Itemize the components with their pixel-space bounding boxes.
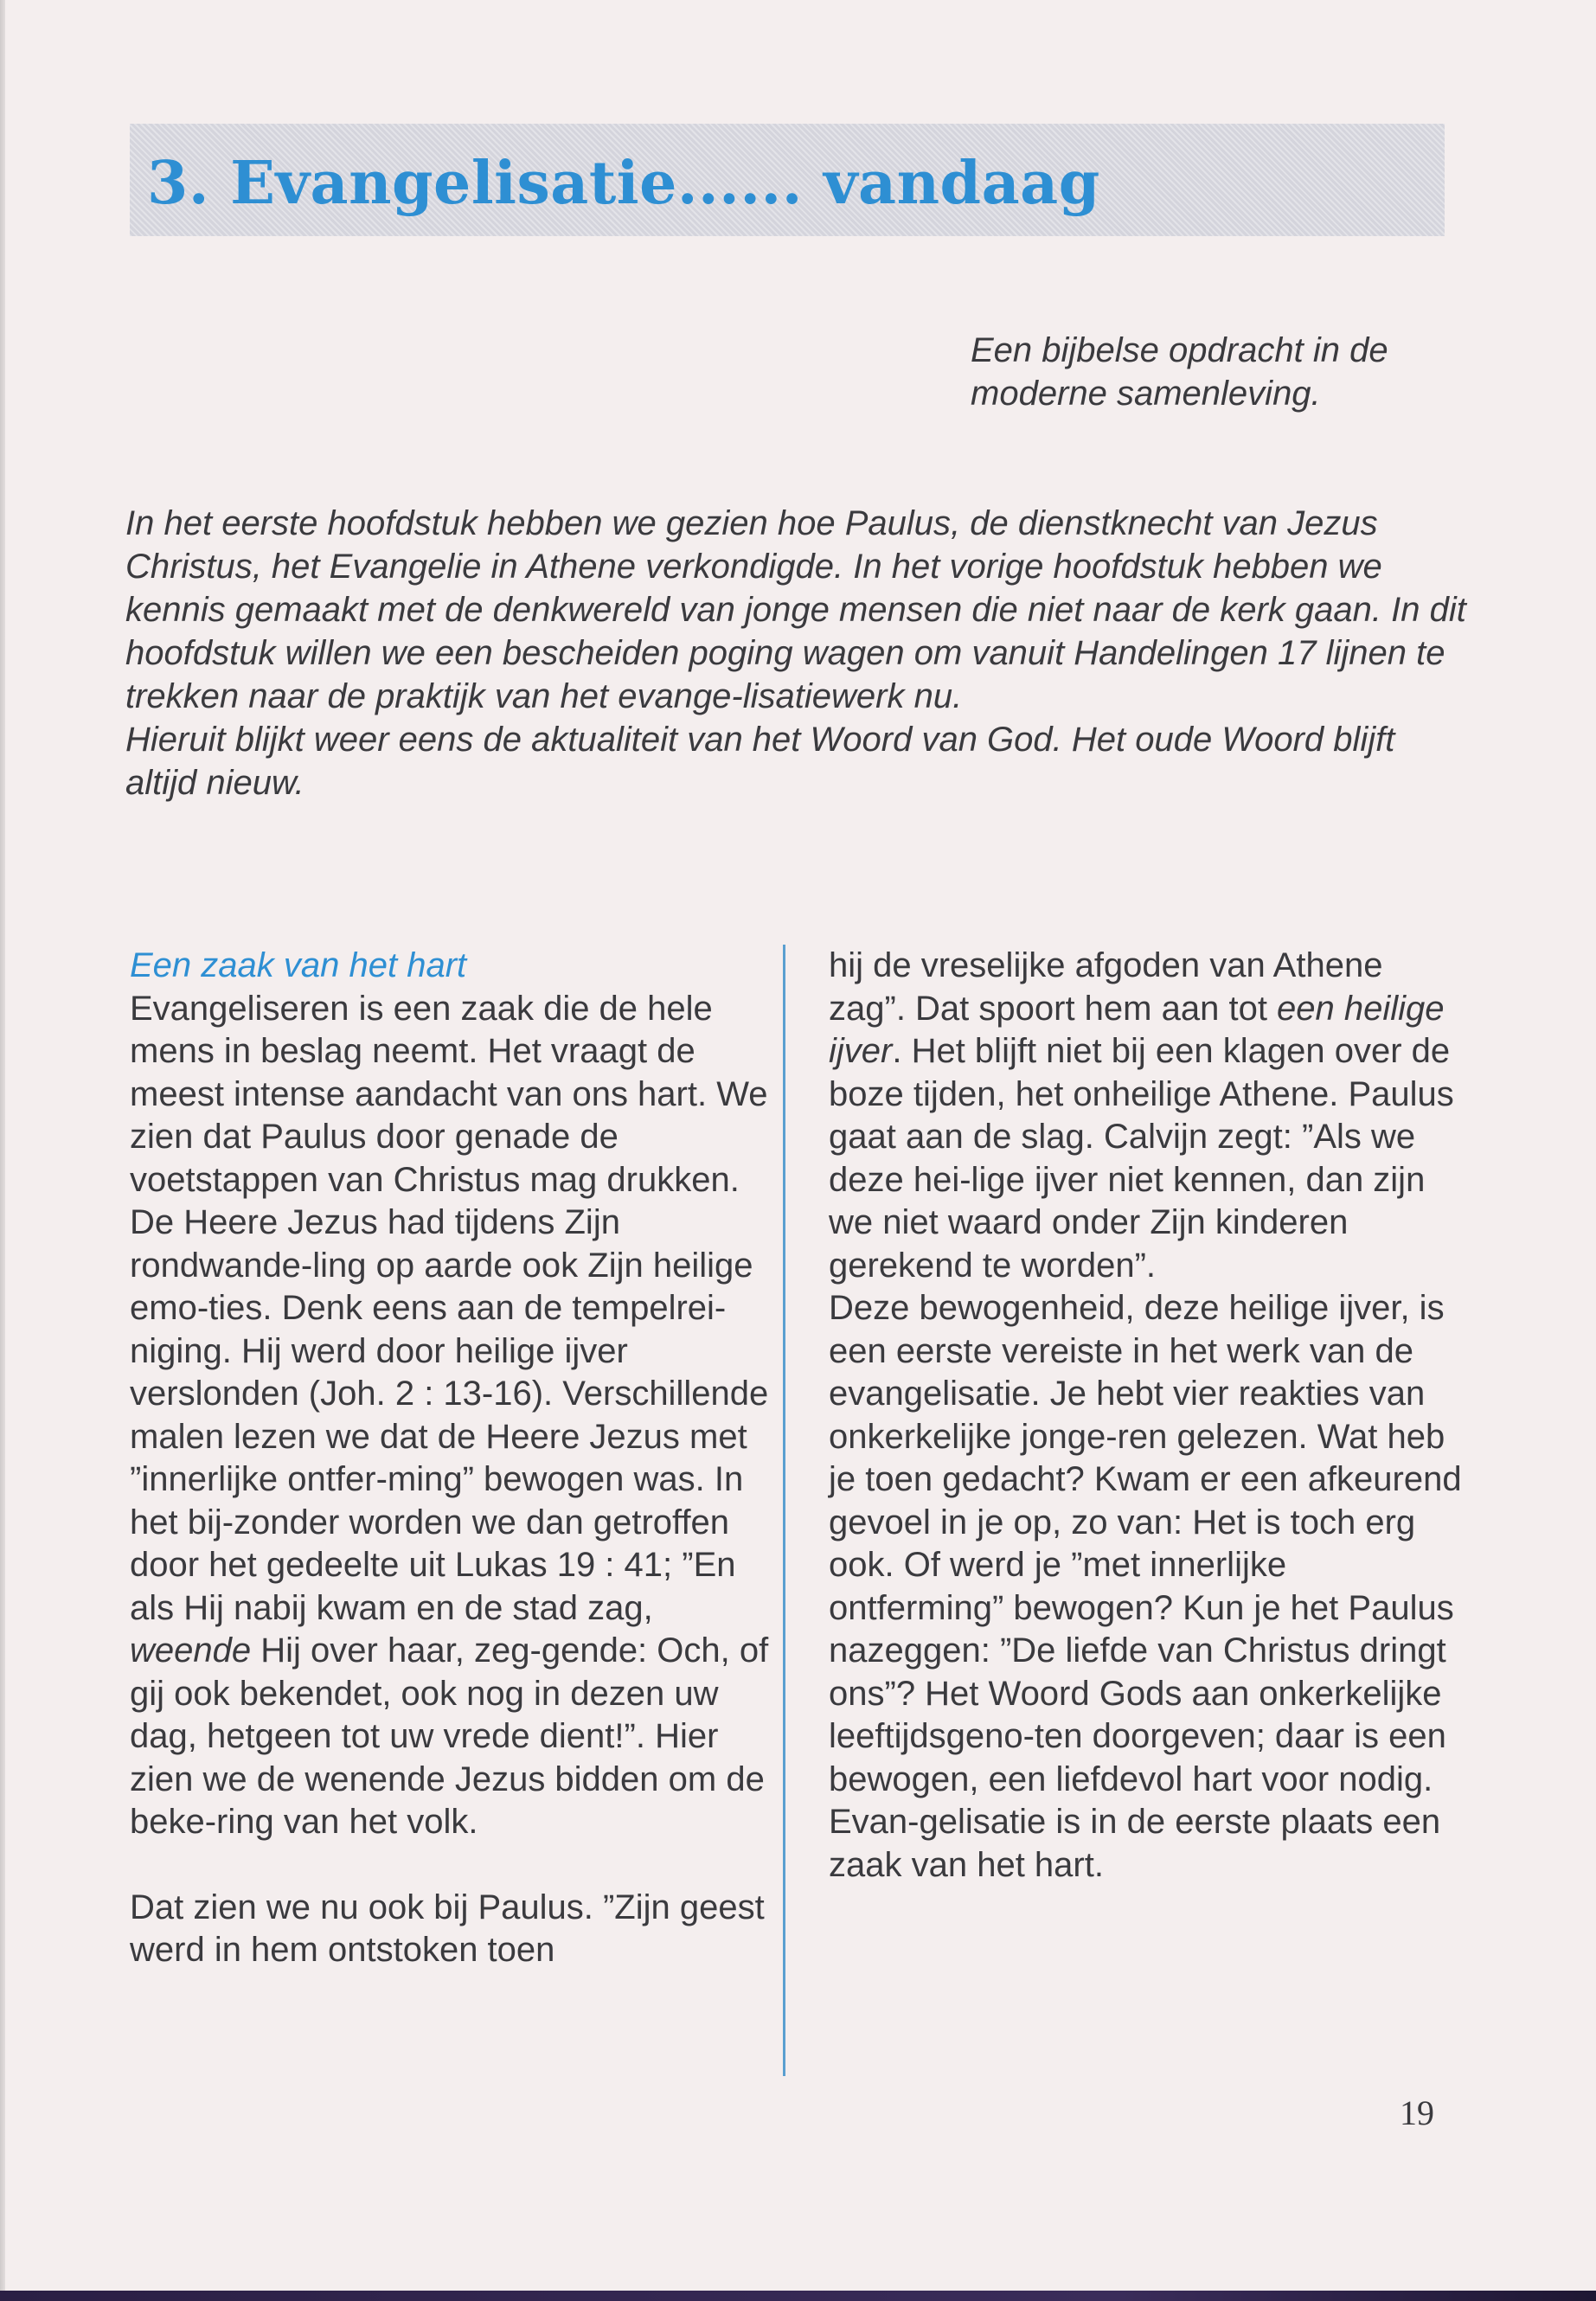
- body-paragraph: [829, 945, 1469, 1287]
- body-paragraph: Dat zien we nu ook bij Paulus. ”Zijn geest werd in hem ontstoken toen: [130, 1888, 765, 1969]
- body-paragraph: Deze bewogenheid, deze heilige ijver, is een eerste vereiste in het werk van de evangelisatie. Je hebt vier reakties van onkerkelijke jonge-ren gelezen. Wat heb je toen gedacht? Kwam er een afkeurend gevoel in je op, zo van: Het is toch erg ook. Of werd je ”met innerlijke ontferming” bewogen? Kun je het Paulus nazeggen: ”De liefde van Christus dringt ons”? Het Woord Gods aan onkerkelijke leeftijdsgeno-ten doorgeven; daar is een bewogen, een liefdevol hart voor nodig. Evan-gelisatie is in de eerste plaats een zaak van het hart.: [829, 1289, 1462, 1884]
- chapter-intro: [125, 502, 1475, 804]
- chapter-subtitle: Een bijbelse opdracht in de moderne samenleving.: [971, 331, 1388, 413]
- body-text: hij de vreselijke afgoden van Athene zag”. Dat spoort hem aan tot: [829, 946, 1383, 1028]
- section-heading: Een zaak van het hart: [130, 946, 467, 984]
- body-text: Hij over haar, zeg-gende: Och, of gij ook bekendet, ook nog in dezen uw dag, hetgeen tot uw vrede dient!”. Hier zien we de wenende Jezus bidden om de beke-ring van het volk.: [130, 1631, 769, 1841]
- chapter-title: 3. Evangelisatie...... vandaag: [147, 149, 1100, 218]
- body-text: . Het blijft niet bij een klagen over de boze tijden, het onheilige Athene. Paulus gaat aan de slag. Calvijn zegt: ”Als we deze hei-lige ijver niet kennen, dan zijn we niet waard onder Zijn kinderen gerekend te worden”.: [829, 1032, 1454, 1285]
- page-bottom-edge: [0, 2291, 1596, 2301]
- intro-paragraph: In het eerste hoofdstuk hebben we gezien hoe Paulus, de dienstknecht van Jezus Christus, het Evangelie in Athene verkondigde. In het vorige hoofdstuk hebben we kennis gemaakt met de denkwereld van jonge mensen die niet naar de kerk gaan. In dit hoofdstuk willen we een bescheiden poging wagen om vanuit Handelingen 17 lijnen te trekken naar de praktijk van het evange-lisatiewerk nu.: [125, 504, 1466, 715]
- emphasis-text: weende: [130, 1631, 252, 1670]
- column-divider: [783, 945, 785, 2076]
- left-column: [130, 945, 770, 1972]
- right-column: [829, 945, 1469, 1887]
- page-number: 19: [1400, 2093, 1434, 2132]
- body-paragraph: [130, 988, 770, 1844]
- body-text: Evangeliseren is een zaak die de hele mens in beslag neemt. Het vraagt de meest intense aandacht van ons hart. We zien dat Paulus door genade de voetstappen van Christus mag drukken. De Heere Jezus had tijdens Zijn rondwande-ling op aarde ook Zijn heilige emo-ties. Denk eens aan de tempelrei-niging. Hij werd door heilige ijver verslonden (Joh. 2 : 13-16). Verschillende malen lezen we dat de Heere Jezus met ”innerlijke ontfer-ming” bewogen was. In het bij-zonder worden we dan getroffen door het gedeelte uit Lukas 19 : 41; ”En als Hij nabij kwam en de stad zag,: [130, 989, 769, 1627]
- emphasis-text: een heilige ijver: [829, 989, 1445, 1070]
- intro-paragraph: Hieruit blijkt weer eens de aktualiteit van het Woord van God. Het oude Woord blijft altijd nieuw.: [125, 721, 1395, 802]
